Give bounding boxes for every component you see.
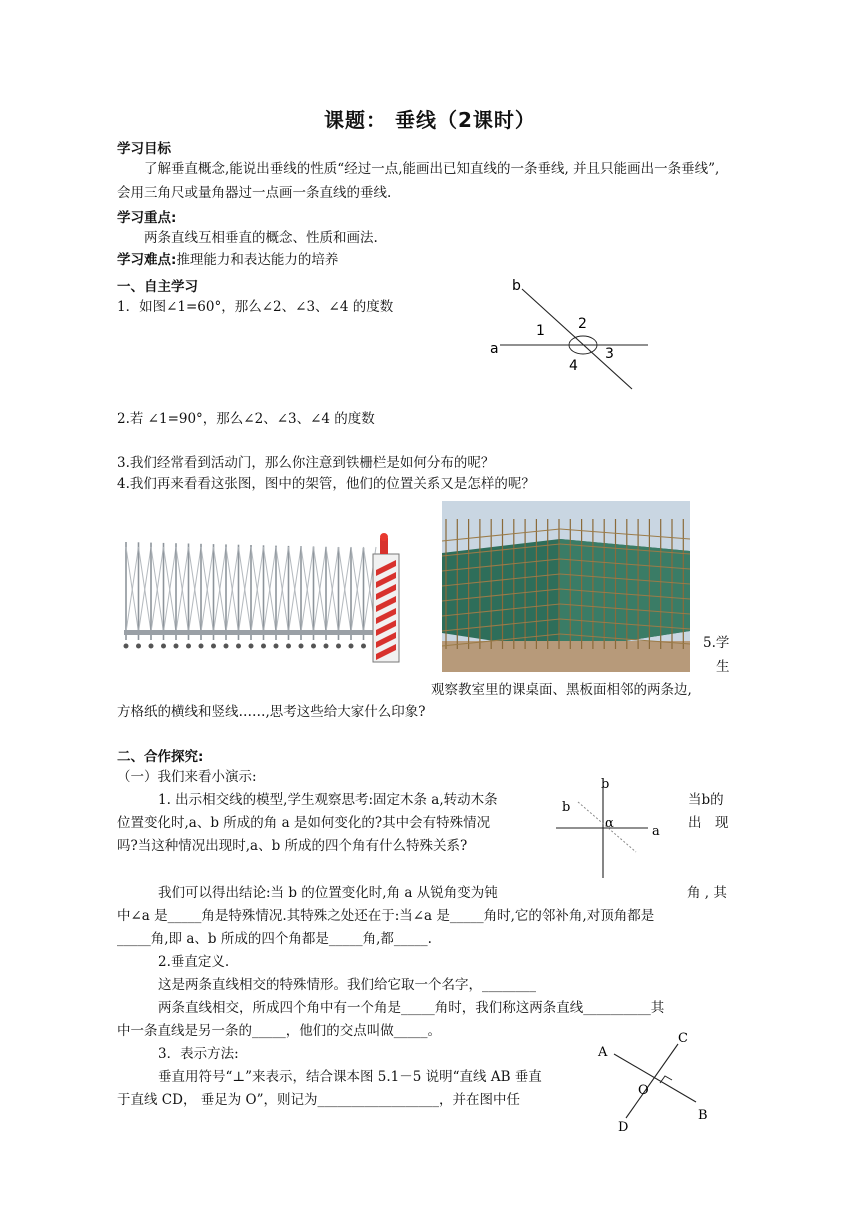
- key-points-heading: 学习重点:: [117, 210, 177, 226]
- demo-line-1: 1. 出示相交线的模型,学生观察思考:固定木条 a,转动木条: [158, 792, 498, 808]
- label-B: B: [698, 1108, 708, 1123]
- notation-heading: 3．表示方法:: [158, 1046, 239, 1062]
- retractable-gate-photo: [118, 512, 418, 665]
- notation-line-1: 垂直用符号“⊥”来表示，结合课本图 5.1－5 说明“直线 AB 垂直: [158, 1069, 542, 1085]
- label-4: 4: [569, 358, 578, 374]
- objectives-text: 了解垂直概念,能说出垂线的性质“经过一点,能画出已知直线的一条垂线, 并且只能画出一条垂线”,会用三角尺或量角器过一点画一条直线的垂线.: [117, 161, 720, 201]
- question-2: 2.若 ∠1=90°，那么∠2、∠3、∠4 的度数: [117, 411, 375, 427]
- label-a: a: [652, 824, 660, 839]
- scaffolding-photo: [442, 501, 690, 672]
- section2-heading: 二、合作探究:: [117, 749, 204, 765]
- demo-line-2-right: 出 现: [688, 815, 729, 831]
- line-b: [522, 289, 632, 389]
- definition-line-3: 中一条直线是另一条的_____，他们的交点叫做_____。: [117, 1023, 441, 1039]
- line-AB: [614, 1054, 696, 1102]
- definition-line-1: 这是两条直线相交的特殊情形。我们给它取一个名字，________: [158, 977, 536, 993]
- label-1: 1: [536, 323, 545, 339]
- difficulty-heading: 学习难点:: [117, 252, 177, 268]
- label-2: 2: [578, 316, 587, 332]
- subsection-demo: （一）我们来看小演示:: [117, 769, 257, 785]
- objectives-heading: 学习目标: [117, 141, 171, 157]
- label-alpha: α: [605, 816, 614, 831]
- question-4: 4.我们再来看看这张图，图中的架管，他们的位置关系又是怎样的呢？: [117, 476, 535, 492]
- label-D: D: [618, 1120, 629, 1135]
- difficulty-text: 推理能力和表达能力的培养: [176, 252, 339, 268]
- perpendicular-figure: [590, 1024, 720, 1136]
- page-title: 课题： 垂线（2课时）: [324, 108, 536, 132]
- line-CD: [626, 1044, 678, 1118]
- label-b-top: b: [601, 777, 610, 792]
- label-A: A: [598, 1045, 608, 1060]
- section1-heading: 一、自主学习: [117, 279, 198, 295]
- difficulty-line: [117, 248, 338, 272]
- notation-line-2: 于直线 CD， 垂足为 O”，则记为__________________，并在图中任: [117, 1092, 520, 1108]
- rotating-line-figure: [548, 774, 673, 880]
- demo-line-3: 吗?当这种情况出现时,a、b 所成的四个角有什么特殊关系?: [117, 838, 468, 854]
- demo-line-1-right: 当b的: [688, 792, 724, 808]
- label-a: a: [490, 341, 499, 357]
- label-O: O: [638, 1083, 649, 1098]
- question-3: 3.我们经常看到活动门，那么你注意到铁栅栏是如何分布的呢？: [117, 455, 495, 471]
- conclusion-line-1-right: 角 , 其: [687, 885, 727, 901]
- question-5-part-c: 观察教室里的课桌面、黑板面相邻的两条边,: [431, 682, 692, 698]
- question-1: 1．如图∠1=60°，那么∠2、∠3、∠4 的度数: [117, 299, 394, 315]
- label-b-left: b: [562, 800, 571, 815]
- demo-line-2: 位置变化时,a、b 所成的角 a 是如何变化的?其中会有特殊情况: [117, 815, 491, 831]
- conclusion-line-1: 我们可以得出结论:当 b 的位置变化时,角 a 从锐角变为钝: [158, 885, 498, 901]
- label-b: b: [512, 278, 521, 294]
- question-5-part-b: 生: [716, 659, 730, 675]
- label-3: 3: [605, 346, 614, 362]
- angle-figure-1: [480, 275, 665, 395]
- question-5-part-d: 方格纸的横线和竖线……,思考这些给大家什么印象?: [117, 704, 426, 720]
- label-C: C: [678, 1031, 688, 1046]
- key-points-text: 两条直线互相垂直的概念、性质和画法.: [144, 230, 378, 246]
- conclusion-line-2: 中∠a 是_____角是特殊情况.其特殊之处还在于:当∠a 是_____角时,它的邻补角,对顶角都是: [117, 908, 655, 924]
- conclusion-line-3: _____角,即 a、b 所成的四个角都是_____角,都_____.: [117, 931, 432, 947]
- question-5-part-a: 5.学: [703, 635, 730, 651]
- definition-heading: 2.垂直定义.: [158, 954, 230, 970]
- definition-line-2: 两条直线相交，所成四个角中有一个角是_____角时，我们称这两条直线__________其: [158, 1000, 665, 1016]
